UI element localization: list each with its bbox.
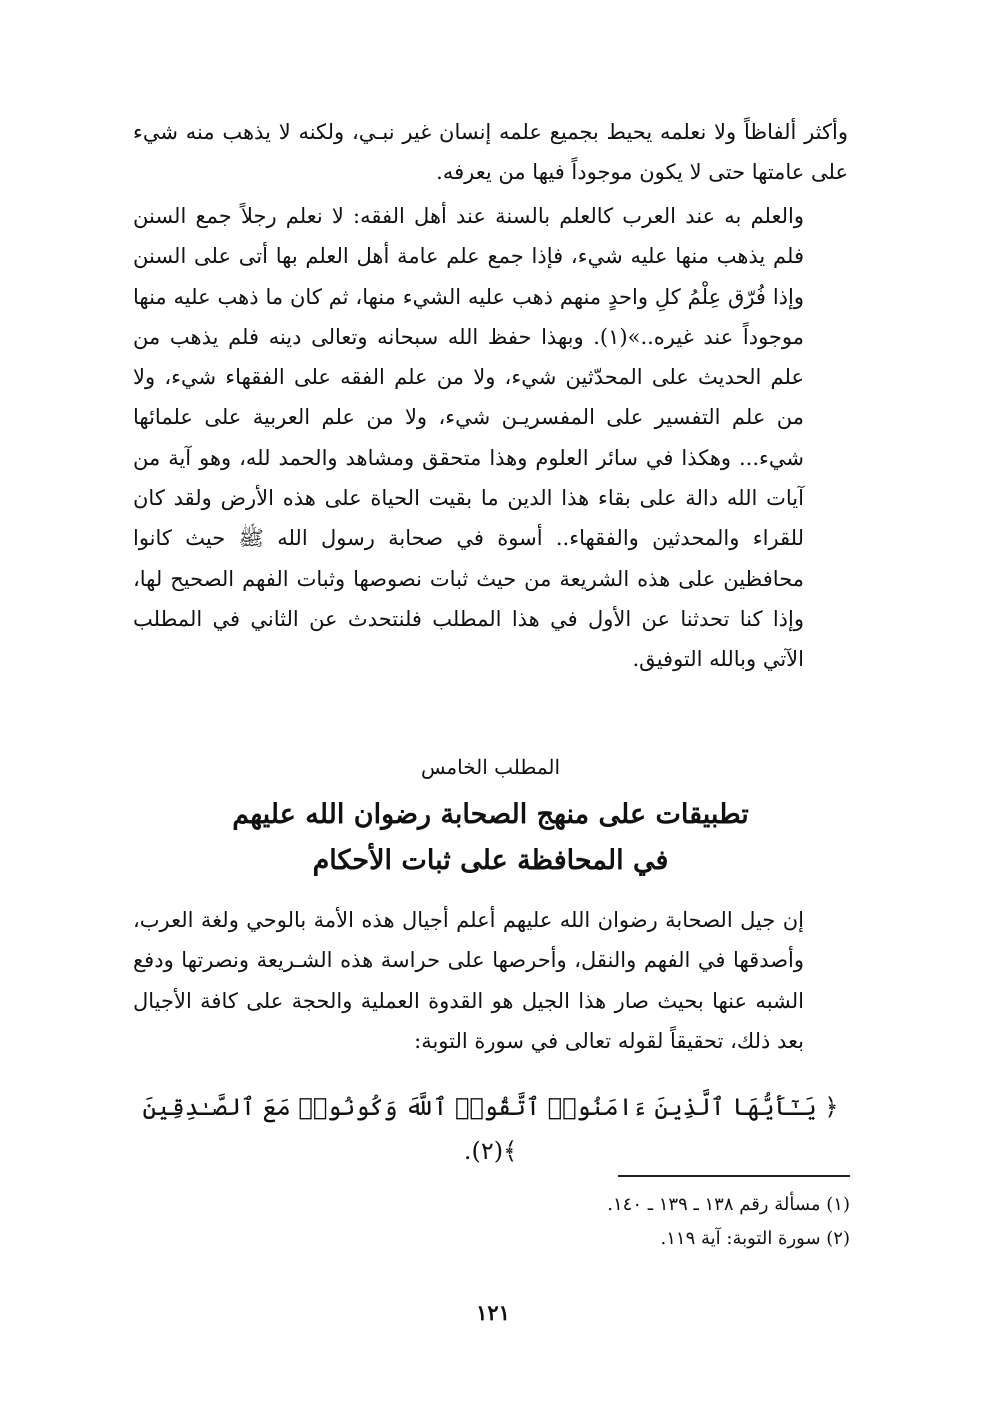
footnote-divider [618,1175,850,1177]
paragraph-3 [133,900,848,1061]
section-title-line-1: تطبيقات على منهج الصحابة رضوان الله عليهم [232,799,749,830]
section-title-line-2: في المحافظة على ثبات الأحكام [312,845,669,876]
page-number: ١٢١ [476,1300,510,1325]
paragraph-1 [133,112,848,193]
section-label: المطلب الخامس [420,755,561,779]
footnote-2: (٢) سورة التوبة: آية ١١٩. [660,1228,850,1249]
quran-verse: ﴿ يَـٰٓأَيُّهَا ٱلَّذِينَ ءَامَنُوا۟ ٱتَّقُوا۟ ٱللَّهَ وَكُونُوا۟ مَعَ ٱلصَّـٰدِقِينَ ﴾(٢). [142,1093,839,1165]
footnote-1: (١) مسألة رقم ١٣٨ ـ ١٣٩ ـ ١٤٠. [607,1194,850,1215]
paragraph-2-text: والعلم به عند العرب كالعلم بالسنة عند أهل الفقه: لا نعلم رجلاً جمع السنن فلم يذهب منها عليه شيء، فإذا جمع علم عامة أهل العلم بها أتى على السنن وإذا فُرّق عِلْمُ كلِ واحدٍ منهم ذهب عليه الشيء منها، ثم كان ما ذهب عليه منها موجوداً عند غيره..»(١). وبهذا حفظ الله سبحانه وتعالى دينه فلم يذهب من علم الحديث على المحدّثين شيء، ولا من علم الفقه على الفقهاء شيء، ولا من علم التفسير على المفسريـن شيء، ولا من علم العربية على علمائها شيء... وهكذا في سائر العلوم وهذا متحقق ومشاهد والحمد لله، وهو آية من آيات الله دالة على بقاء هذا الدين ما بقيت الحياة على هذه الأرض ولقد كان للقراء والمحدثين والفقهاء.. أسوة في صحابة رسول الله ﷺ حيث كانوا محافظين على هذه الشريعة من حيث ثبات نصوصها وثبات الفهم الصحيح لها، وإذا كنا تحدثنا عن الأول في هذا المطلب فلنتحدث عن الثاني في المطلب الآتي وبالله التوفيق. [133,204,804,672]
paragraph-1-text: وأكثر ألفاظاً ولا نعلمه يحيط بجميع علمه إنسان غير نبـي، ولكنه لا يذهب منه شيء على عامتها حتى لا يكون موجوداً فيها من يعرفه. [133,120,848,185]
section-title [133,792,848,884]
footnotes [350,1188,850,1256]
paragraph-2 [133,196,848,680]
paragraph-3-text: إن جيل الصحابة رضوان الله عليهم أعلم أجيال هذه الأمة بالوحي ولغة العرب، وأصدقها في الفهم والنقل، وأحرصها على حراسة هذه الشـريعة ونصرتها ودفع الشبه عنها بحيث صار هذا الجيل هو القدوة العملية والحجة على كافة الأجيال بعد ذلك، تحقيقاً لقوله تعالى في سورة التوبة: [133,908,804,1053]
